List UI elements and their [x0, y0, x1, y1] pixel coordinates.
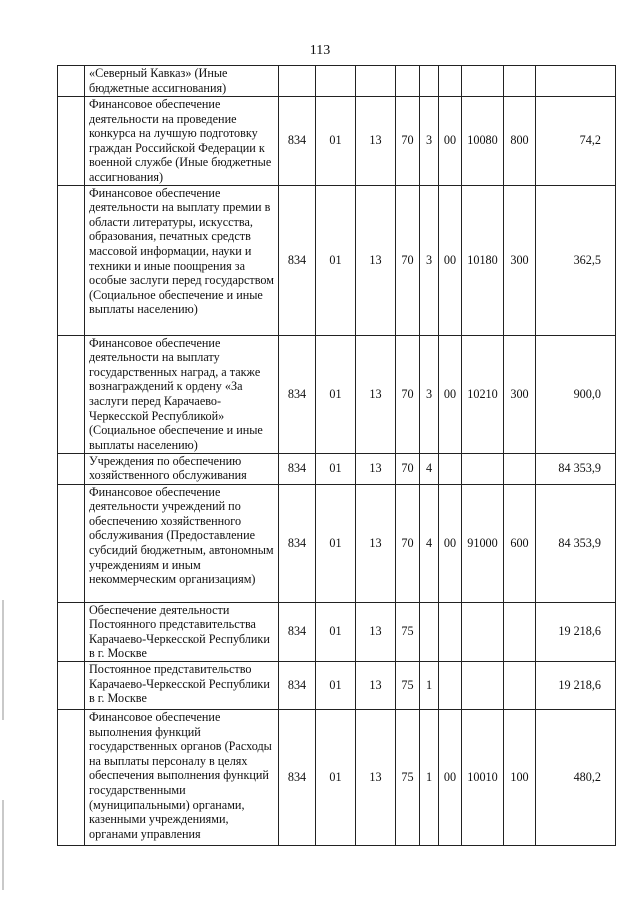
- row-ved-code: 834: [279, 335, 316, 453]
- row-program-code: 70: [396, 335, 420, 453]
- table-row: [58, 97, 616, 186]
- table-row: [58, 484, 616, 602]
- row-subprogram-code: [420, 66, 439, 97]
- row-direction-code: [462, 453, 504, 484]
- row-main-event-code: [439, 453, 462, 484]
- row-main-event-code: 00: [439, 709, 462, 845]
- row-subsection-code: 13: [356, 484, 396, 602]
- row-subprogram-code: 4: [420, 484, 439, 602]
- row-expense-type-code: [504, 602, 536, 661]
- row-section-code: 01: [316, 602, 356, 661]
- row-subprogram-code: 3: [420, 335, 439, 453]
- row-subsection-code: 13: [356, 602, 396, 661]
- row-subprogram-code: 1: [420, 709, 439, 845]
- row-direction-code: 10010: [462, 709, 504, 845]
- row-name: «Северный Кавказ» (Иные бюджетные ассигнования): [85, 66, 279, 97]
- row-name: Финансовое обеспечение деятельности на выплату государственных наград, а также вознаграждений к ордену «За заслуги перед Карачаево-Черкесской Республикой» (Социальное обеспечение и иные выплаты населению): [85, 335, 279, 453]
- row-subsection-code: 13: [356, 709, 396, 845]
- row-main-event-code: 00: [439, 185, 462, 335]
- row-section-code: 01: [316, 661, 356, 709]
- row-ved-code: 834: [279, 602, 316, 661]
- row-expense-type-code: [504, 661, 536, 709]
- row-amount: 900,0: [536, 335, 616, 453]
- row-program-code: [396, 66, 420, 97]
- row-subprogram-code: 4: [420, 453, 439, 484]
- row-direction-code: [462, 661, 504, 709]
- row-amount: [536, 66, 616, 97]
- table-row: [58, 602, 616, 661]
- row-amount: 19 218,6: [536, 661, 616, 709]
- budget-table: [57, 65, 616, 846]
- row-expense-type-code: [504, 453, 536, 484]
- row-program-code: 70: [396, 185, 420, 335]
- row-index-cell: [58, 453, 85, 484]
- table-row: [58, 661, 616, 709]
- row-program-code: 75: [396, 709, 420, 845]
- row-direction-code: 10080: [462, 97, 504, 186]
- row-subprogram-code: 3: [420, 97, 439, 186]
- scan-edge-mark: [2, 600, 4, 720]
- row-name: Финансовое обеспечение деятельности на проведение конкурса на лучшую подготовку граждан Российской Федерации к военной службе (Иные бюджетные ассигнования): [85, 97, 279, 186]
- row-section-code: 01: [316, 484, 356, 602]
- row-program-code: 70: [396, 453, 420, 484]
- row-name: Финансовое обеспечение выполнения функций государственных органов (Расходы на выплаты персоналу в целях обеспечения выполнения функций государственными (муниципальными) органами, казенными учреждениями, органами управления: [85, 709, 279, 845]
- row-name: Финансовое обеспечение деятельности учреждений по обеспечению хозяйственного обслуживания (Предоставление субсидий бюджетным, автономным учреждениям и иным некоммерческим организациям): [85, 484, 279, 602]
- row-index-cell: [58, 661, 85, 709]
- row-expense-type-code: [504, 66, 536, 97]
- row-subprogram-code: 1: [420, 661, 439, 709]
- row-index-cell: [58, 335, 85, 453]
- row-section-code: [316, 66, 356, 97]
- row-program-code: 70: [396, 484, 420, 602]
- row-ved-code: 834: [279, 185, 316, 335]
- row-section-code: 01: [316, 97, 356, 186]
- row-program-code: 75: [396, 602, 420, 661]
- row-subsection-code: 13: [356, 453, 396, 484]
- row-name: Обеспечение деятельности Постоянного представительства Карачаево-Черкесской Республики в г. Москве: [85, 602, 279, 661]
- row-main-event-code: [439, 661, 462, 709]
- row-ved-code: 834: [279, 709, 316, 845]
- row-direction-code: 10210: [462, 335, 504, 453]
- table-body: [58, 66, 616, 846]
- row-main-event-code: 00: [439, 97, 462, 186]
- row-subsection-code: 13: [356, 185, 396, 335]
- row-index-cell: [58, 66, 85, 97]
- row-main-event-code: [439, 602, 462, 661]
- row-subsection-code: 13: [356, 335, 396, 453]
- row-index-cell: [58, 185, 85, 335]
- row-subprogram-code: 3: [420, 185, 439, 335]
- row-section-code: 01: [316, 709, 356, 845]
- row-index-cell: [58, 484, 85, 602]
- row-expense-type-code: 100: [504, 709, 536, 845]
- page-number: 113: [309, 43, 331, 58]
- row-ved-code: 834: [279, 661, 316, 709]
- row-index-cell: [58, 709, 85, 845]
- row-amount: 480,2: [536, 709, 616, 845]
- row-section-code: 01: [316, 453, 356, 484]
- row-ved-code: 834: [279, 97, 316, 186]
- row-name: Постоянное представительство Карачаево-Черкесской Республики в г. Москве: [85, 661, 279, 709]
- row-expense-type-code: 300: [504, 185, 536, 335]
- row-expense-type-code: 800: [504, 97, 536, 186]
- row-subprogram-code: [420, 602, 439, 661]
- table-row: [58, 66, 616, 97]
- row-ved-code: 834: [279, 453, 316, 484]
- row-direction-code: 10180: [462, 185, 504, 335]
- row-index-cell: [58, 602, 85, 661]
- row-subsection-code: [356, 66, 396, 97]
- row-main-event-code: [439, 66, 462, 97]
- row-amount: 84 353,9: [536, 453, 616, 484]
- row-expense-type-code: 600: [504, 484, 536, 602]
- row-section-code: 01: [316, 335, 356, 453]
- row-name: Финансовое обеспечение деятельности на выплату премии в области литературы, искусства, образования, печатных средств массовой информации, науки и техники и иные поощрения за особые заслуги перед государством (Социальное обеспечение и иные выплаты населению): [85, 185, 279, 335]
- row-ved-code: 834: [279, 484, 316, 602]
- row-index-cell: [58, 97, 85, 186]
- row-expense-type-code: 300: [504, 335, 536, 453]
- row-main-event-code: 00: [439, 484, 462, 602]
- row-section-code: 01: [316, 185, 356, 335]
- row-amount: 19 218,6: [536, 602, 616, 661]
- scan-edge-mark: [2, 800, 4, 890]
- table-row: [58, 709, 616, 845]
- row-amount: 362,5: [536, 185, 616, 335]
- row-subsection-code: 13: [356, 97, 396, 186]
- row-amount: 74,2: [536, 97, 616, 186]
- row-name: Учреждения по обеспечению хозяйственного обслуживания: [85, 453, 279, 484]
- row-direction-code: 91000: [462, 484, 504, 602]
- table-row: [58, 453, 616, 484]
- row-ved-code: [279, 66, 316, 97]
- row-program-code: 70: [396, 97, 420, 186]
- row-main-event-code: 00: [439, 335, 462, 453]
- row-program-code: 75: [396, 661, 420, 709]
- row-direction-code: [462, 602, 504, 661]
- row-subsection-code: 13: [356, 661, 396, 709]
- row-amount: 84 353,9: [536, 484, 616, 602]
- row-direction-code: [462, 66, 504, 97]
- table-row: [58, 335, 616, 453]
- table-row: [58, 185, 616, 335]
